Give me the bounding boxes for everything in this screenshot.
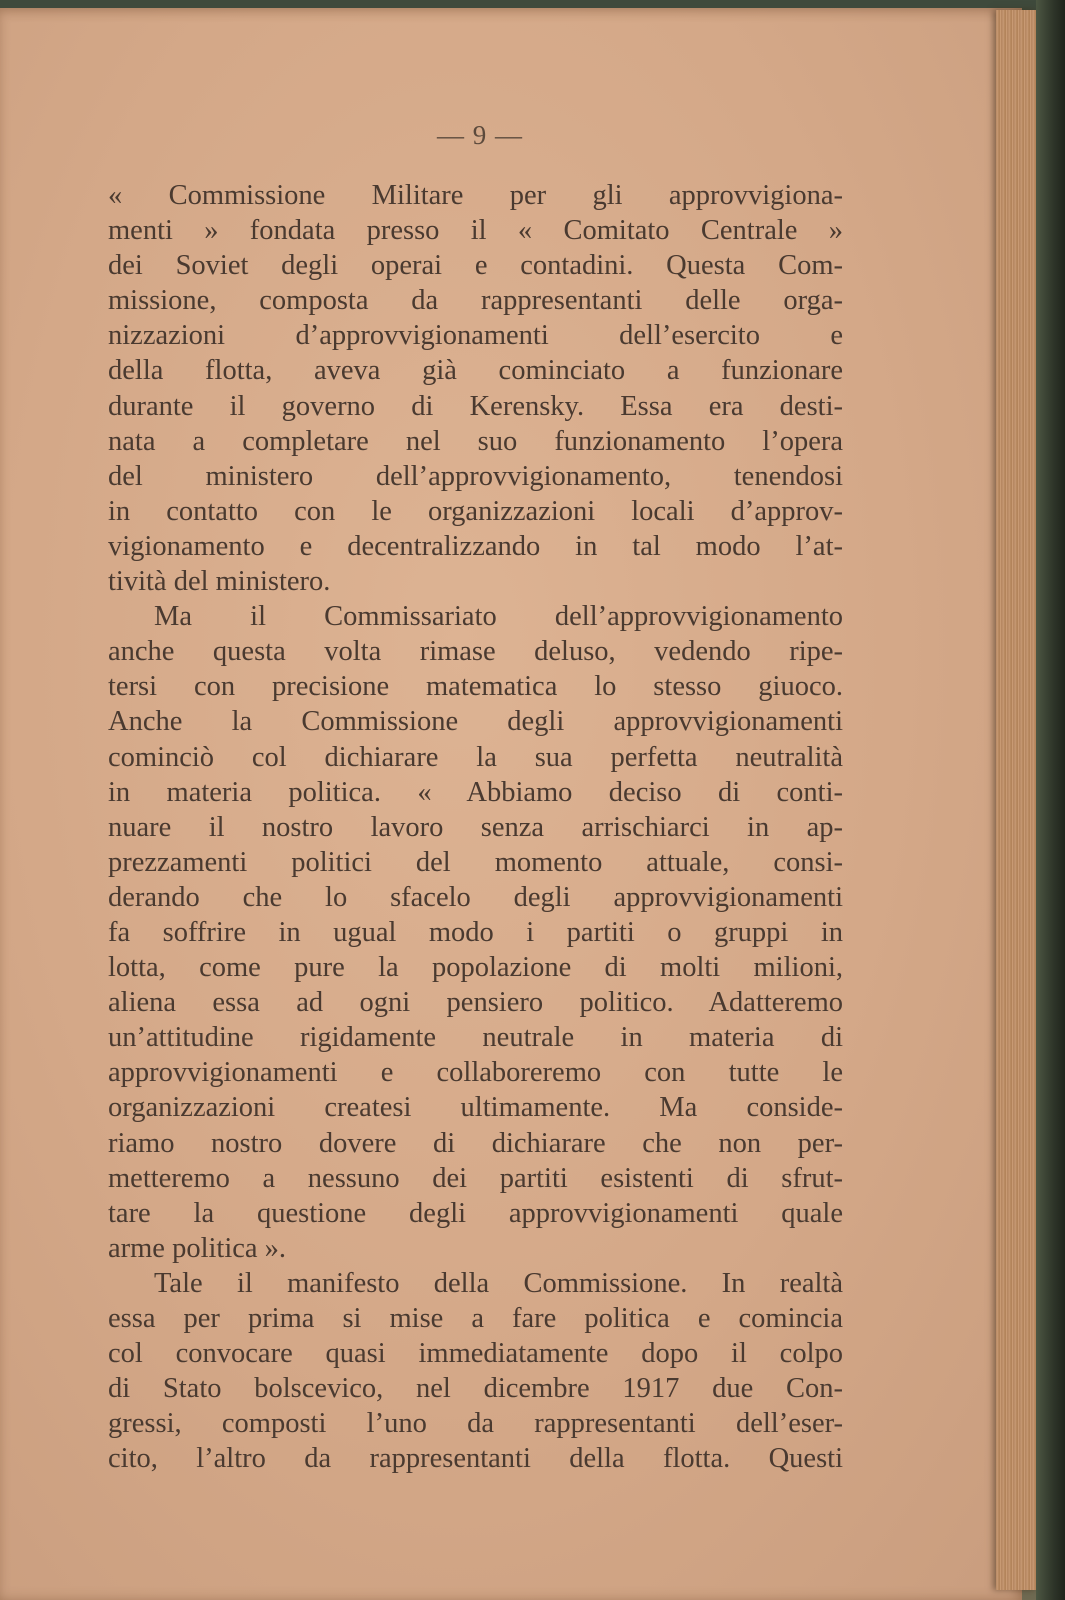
text-line: Ma il Commissariato dell’approvvigionamento: [154, 601, 843, 633]
text-line: fa soffrire in ugual modo i partiti o gruppi in: [108, 916, 843, 948]
text-line: essa per prima si mise a fare politica e comincia: [108, 1303, 843, 1334]
text-line: cominciò col dichiarare la sua perfetta neutralità: [108, 741, 843, 773]
text-line: approvvigionamenti e collaboreremo con tutte le: [108, 1057, 843, 1089]
page-number: — 9 —: [437, 120, 523, 150]
paragraph-2: [108, 599, 843, 1266]
text-line: derando che lo sfacelo degli approvvigionamenti: [108, 881, 843, 913]
text-line: nizzazioni d’approvvigionamenti dell’esercito e: [108, 320, 843, 352]
text-line: missione, composta da rappresentanti delle orga-: [108, 285, 843, 317]
paragraph-1: [108, 178, 843, 599]
text-line: un’attitudine rigidamente neutrale in materia di: [108, 1022, 843, 1054]
text-line: lotta, come pure la popolazione di molti milioni,: [108, 952, 843, 984]
paragraph-3: [108, 1266, 843, 1477]
text-line: di Stato bolscevico, nel dicembre 1917 due Con-: [108, 1373, 843, 1405]
text-line: menti » fondata presso il « Comitato Centrale »: [108, 215, 843, 247]
text-line: Tale il manifesto della Commissione. In realtà: [154, 1267, 843, 1299]
text-line: riamo nostro dovere di dichiarare che non per-: [108, 1127, 843, 1159]
text-line: arme politica ».: [108, 1232, 287, 1264]
text-line: della flotta, aveva già cominciato a funzionare: [108, 355, 843, 387]
text-line: dei Soviet degli operai e contadini. Questa Com-: [108, 250, 843, 282]
text-line: tività del ministero.: [108, 566, 331, 598]
text-line: anche questa volta rimase deluso, vedendo ripe-: [108, 636, 843, 668]
text-line: col convocare quasi immediatamente dopo il colpo: [108, 1338, 843, 1370]
body-text: [108, 178, 843, 1476]
text-line: aliena essa ad ogni pensiero politico. Adatteremo: [108, 987, 843, 1019]
text-line: in contatto con le organizzazioni locali d’approv-: [108, 495, 843, 527]
book-page: [0, 8, 1022, 1600]
text-line: metteremo a nessuno dei partiti esistenti di sfrut-: [108, 1162, 843, 1194]
text-line: durante il governo di Kerensky. Essa era desti-: [108, 390, 843, 422]
text-line: in materia politica. « Abbiamo deciso di conti-: [108, 776, 843, 808]
text-line: prezzamenti politici del momento attuale, consi-: [108, 846, 843, 878]
book-spine: [1036, 0, 1065, 1600]
text-line: organizzazioni createsi ultimamente. Ma conside-: [108, 1092, 843, 1124]
text-line: nata a completare nel suo funzionamento l’opera: [108, 425, 843, 457]
text-line: nuare il nostro lavoro senza arrischiarci in ap-: [108, 811, 843, 843]
text-line: tare la questione degli approvvigionamenti quale: [108, 1197, 843, 1229]
text-line: del ministero dell’approvvigionamento, tenendosi: [108, 460, 843, 492]
page-edges: [996, 10, 1038, 1590]
text-line: « Commissione Militare per gli approvvigiona-: [108, 180, 843, 211]
text-line: tersi con precisione matematica lo stesso giuoco.: [108, 671, 843, 703]
text-line: gressi, composti l’uno da rappresentanti dell’eser-: [108, 1408, 843, 1440]
text-line: Anche la Commissione degli approvvigionamenti: [108, 706, 843, 738]
text-line: cito, l’altro da rappresentanti della flotta. Questi: [108, 1443, 843, 1475]
text-line: vigionamento e decentralizzando in tal modo l’at-: [108, 530, 843, 562]
